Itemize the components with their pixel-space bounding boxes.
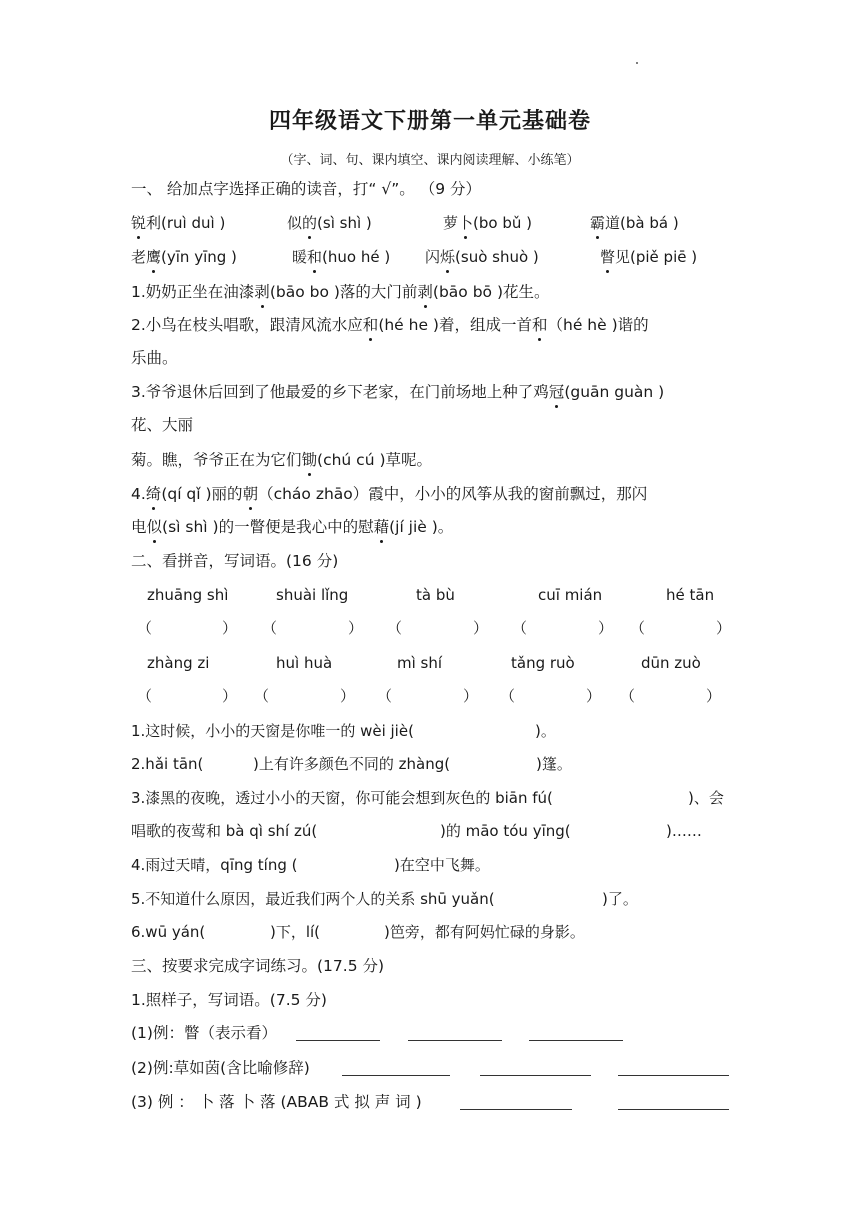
answer-paren-close: ）: [716, 619, 732, 637]
question-1-3-cont2: 菊。瞧，爷爷正在为它们锄(chú cú )草呢。: [131, 451, 432, 469]
pinyin-word: tà bù: [416, 586, 455, 604]
answer-blank[interactable]: [618, 1075, 729, 1076]
question-1-4-cont: 电似(sì shì )的一瞥便是我心中的慰藉(jí jiè )。: [131, 518, 454, 536]
exercise-3-2: (2)例:草如茵(含比喻修辞): [131, 1059, 310, 1077]
question-2-3-cont-mid: )的 māo tóu yīng(: [440, 822, 571, 840]
answer-paren-open: （: [387, 619, 403, 637]
answer-blank[interactable]: [618, 1109, 729, 1110]
pinyin-choice-item: 霸道(bà bá ): [590, 214, 679, 232]
answer-paren-open: （: [254, 687, 270, 705]
question-2-4: 4.雨过天晴，qīng tíng (: [131, 856, 298, 874]
answer-paren-open: （: [500, 687, 516, 705]
answer-blank[interactable]: [342, 1075, 450, 1076]
pinyin-word: hé tān: [666, 586, 715, 604]
question-1-2-cont: 乐曲。: [131, 349, 178, 367]
pinyin-choice-item: 闪烁(suò shuò ): [425, 248, 539, 266]
question-2-2-mid: )上有许多颜色不同的 zhàng(: [253, 755, 451, 773]
answer-paren-close: ）: [586, 687, 602, 705]
question-2-2-end: )篷。: [536, 755, 572, 773]
pinyin-word: shuài lǐng: [276, 586, 349, 604]
question-2-3-cont-end: )……: [666, 822, 702, 840]
question-2-4-end: )在空中飞舞。: [394, 856, 490, 874]
question-2-3: 3.漆黑的夜晚，透过小小的天窗，你可能会想到灰色的 biān fú(: [131, 789, 553, 807]
answer-paren-close: ）: [348, 619, 364, 637]
question-1-3: 3.爷爷退休后回到了他最爱的乡下老家，在门前场地上种了鸡冠(guān guàn ): [131, 383, 665, 401]
answer-paren-open: （: [620, 687, 636, 705]
pinyin-word: huì huà: [276, 654, 333, 672]
section2-heading: 二、看拼音，写词语。(16 分): [131, 552, 339, 570]
pinyin-choice-item: 瞥见(piě piē ): [600, 248, 698, 266]
pinyin-word: mì shí: [397, 654, 443, 672]
answer-paren-close: ）: [222, 687, 238, 705]
answer-paren-open: （: [377, 687, 393, 705]
answer-paren-open: （: [137, 687, 153, 705]
answer-paren-close: ）: [598, 619, 614, 637]
answer-paren-close: ）: [463, 687, 479, 705]
question-1-1: 1.奶奶正坐在油漆剥(bāo bo )落的大门前剥(bāo bō )花生。: [131, 283, 550, 301]
question-1-2: 2.小鸟在枝头唱歌，跟清风流水应和(hé he )着，组成一首和（hé hè )谐的: [131, 316, 649, 334]
page-subtitle: （字、词、句、课内填空、课内阅读理解、小练笔）: [280, 153, 580, 168]
answer-blank[interactable]: [529, 1040, 623, 1041]
question-2-2: 2.hǎi tān(: [131, 755, 204, 773]
question-2-3-cont: 唱歌的夜莺和 bà qì shí zú(: [131, 822, 318, 840]
question-2-1-end: )。: [535, 722, 556, 740]
answer-blank[interactable]: [460, 1109, 572, 1110]
section3-sub1: 1.照样子，写词语。(7.5 分): [131, 991, 327, 1009]
question-2-1: 1.这时候，小小的天窗是你唯一的 wèi jiè(: [131, 722, 414, 740]
pinyin-choice-item: 锐利(ruì duì ): [131, 214, 226, 232]
section3-heading: 三、按要求完成字词练习。(17.5 分): [131, 957, 385, 975]
pinyin-choice-item: 老鹰(yīn yīng ): [131, 248, 237, 266]
question-2-6-end: )笆旁，都有阿妈忙碌的身影。: [384, 923, 585, 941]
answer-blank[interactable]: [296, 1040, 380, 1041]
answer-paren-close: ）: [340, 687, 356, 705]
answer-paren-open: （: [137, 619, 153, 637]
answer-paren-close: ）: [222, 619, 238, 637]
pinyin-choice-item: 暖和(huo hé ): [292, 248, 391, 266]
page-title: 四年级语文下册第一单元基础卷: [268, 109, 591, 134]
question-1-3-cont: 花、大丽: [131, 416, 194, 434]
answer-paren-open: （: [630, 619, 646, 637]
corner-dot: [636, 62, 638, 64]
question-2-3-end: )、会: [688, 789, 724, 807]
pinyin-word: tǎng ruò: [511, 654, 575, 672]
pinyin-word: zhàng zi: [147, 654, 210, 672]
answer-blank[interactable]: [480, 1075, 591, 1076]
section1-heading: 一、 给加点字选择正确的读音，打“ √”。 （9 分）: [131, 180, 482, 198]
exercise-3-3: (3) 例 ： 卜 落 卜 落 (ABAB 式 拟 声 词 ): [131, 1093, 422, 1111]
answer-paren-close: ）: [473, 619, 489, 637]
question-2-5-end: )了。: [602, 890, 638, 908]
pinyin-word: dūn zuò: [641, 654, 701, 672]
answer-paren-open: （: [512, 619, 528, 637]
exercise-3-1: (1)例：瞥（表示看）: [131, 1024, 277, 1042]
question-2-6: 6.wū yán(: [131, 923, 206, 941]
question-2-5: 5.不知道什么原因，最近我们两个人的关系 shū yuǎn(: [131, 890, 495, 908]
pinyin-choice-item: 似的(sì shì ): [287, 214, 372, 232]
pinyin-choice-item: 萝卜(bo bǔ ): [443, 214, 532, 232]
pinyin-word: zhuāng shì: [147, 586, 229, 604]
question-1-4: 4.绮(qí qǐ )丽的朝（cháo zhāo）霞中，小小的风筝从我的窗前飘过，那闪: [131, 485, 648, 503]
question-2-6-mid: )下，lí(: [270, 923, 321, 941]
answer-paren-close: ）: [706, 687, 722, 705]
pinyin-word: cuī mián: [538, 586, 603, 604]
answer-paren-open: （: [262, 619, 278, 637]
answer-blank[interactable]: [408, 1040, 502, 1041]
